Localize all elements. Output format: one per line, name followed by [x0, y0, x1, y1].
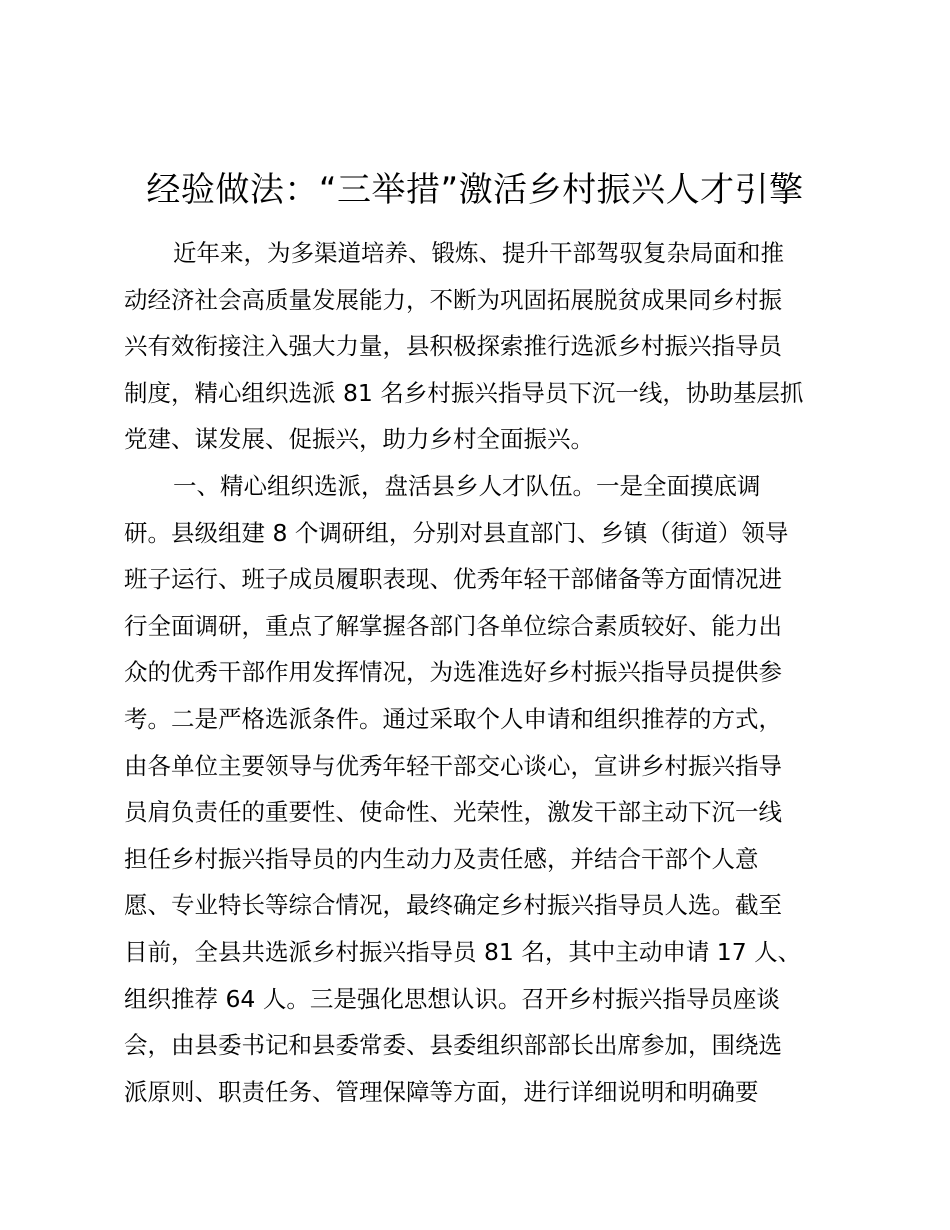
paragraph-2-line-12: 组织推荐 64 人。三是强化思想认识。召开乡村振兴指导员座谈 [124, 984, 780, 1013]
paragraph-2-line-11: 目前，全县共选派乡村振兴指导员 81 名，其中主动申请 17 人、 [124, 937, 802, 966]
paragraph-2-line-14: 派原则、职责任务、管理保障等方面，进行详细说明和明确要 [124, 1077, 759, 1106]
paragraph-2-line-6: 考。二是严格选派条件。通过采取个人申请和组织推荐的方式， [124, 704, 782, 733]
paragraph-2-line-8: 员肩负责任的重要性、使命性、光荣性，激发干部主动下沉一线 [124, 798, 782, 827]
paragraph-2-line-13: 会，由县委书记和县委常委、县委组织部部长出席参加，围绕选 [124, 1031, 782, 1060]
document-title: 经验做法：“三举措”激活乡村振兴人才引擎 [146, 170, 804, 210]
paragraph-1-line-2: 动经济社会高质量发展能力，不断为巩固拓展脱贫成果同乡村振 [124, 285, 782, 314]
paragraph-2-line-2: 研。县级组建 8 个调研组，分别对县直部门、乡镇（街道）领导 [124, 518, 789, 547]
paragraph-2-line-3: 班子运行、班子成员履职表现、优秀年轻干部储备等方面情况进 [124, 565, 782, 594]
paragraph-1-line-5: 党建、谋发展、促振兴，助力乡村全面振兴。 [124, 425, 594, 454]
paragraph-2-line-1: 一、精心组织选派，盘活县乡人才队伍。一是全面摸底调 [173, 471, 761, 500]
paragraph-1-line-3: 兴有效衔接注入强大力量，县积极探索推行选派乡村振兴指导员 [124, 332, 782, 361]
paragraph-2-line-4: 行全面调研，重点了解掌握各部门各单位综合素质较好、能力出 [124, 611, 782, 640]
paragraph-2-line-10: 愿、专业特长等综合情况，最终确定乡村振兴指导员人选。截至 [124, 891, 782, 920]
paragraph-2-line-5: 众的优秀干部作用发挥情况，为选准选好乡村振兴指导员提供参 [124, 658, 782, 687]
paragraph-2-line-7: 由各单位主要领导与优秀年轻干部交心谈心，宣讲乡村振兴指导 [124, 751, 782, 780]
document-body [124, 230, 836, 1115]
paragraph-1-line-4: 制度，精心组织选派 81 名乡村振兴指导员下沉一线，协助基层抓 [124, 378, 804, 407]
paragraph-1-line-1: 近年来，为多渠道培养、锻炼、提升干部驾驭复杂局面和推 [173, 239, 784, 267]
paragraph-2-line-9: 担任乡村振兴指导员的内生动力及责任感，并结合干部个人意 [124, 844, 759, 873]
